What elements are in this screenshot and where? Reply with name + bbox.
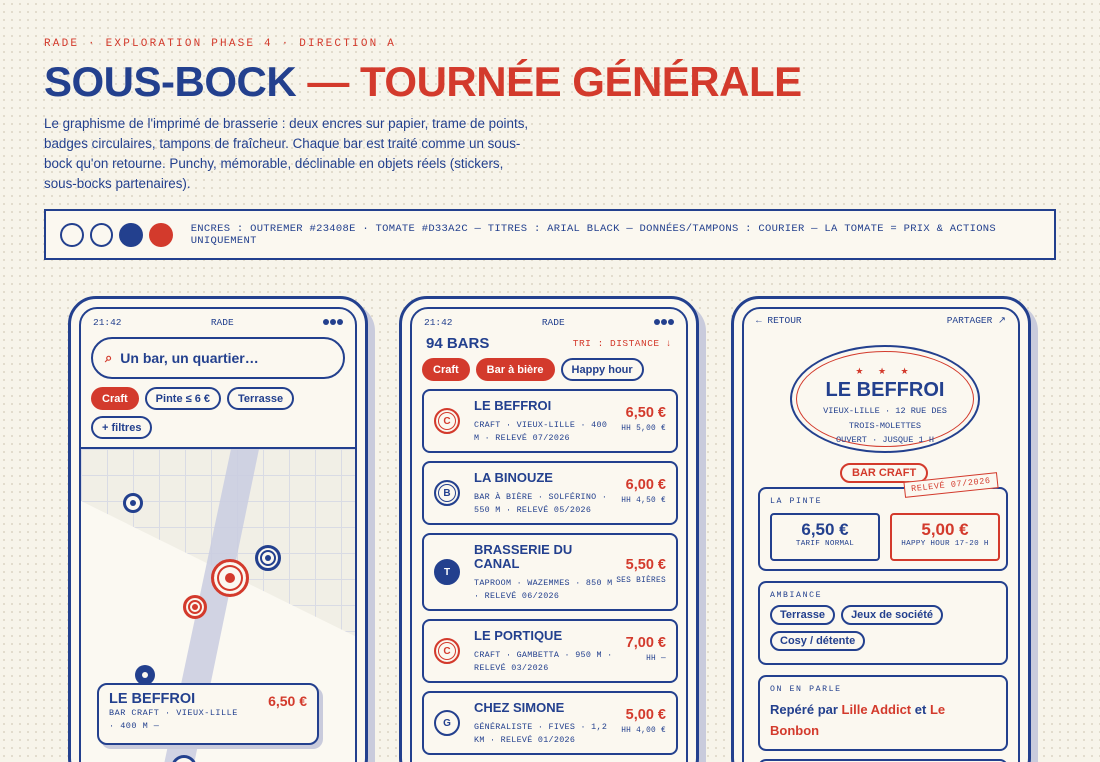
press-link-le-bonbon[interactable]: Le Bonbon [770,702,946,738]
normal-price: 6,50 € [801,520,849,539]
status-app: RADE [210,316,234,328]
status-bar [412,309,686,329]
tomate-swatch [149,223,173,247]
list-item[interactable] [422,389,678,453]
chip-happy-hour[interactable]: Happy hour [561,358,644,381]
outremer-swatch [119,223,143,247]
category-badge: C [434,408,460,434]
happy-hour-price: HH 5,00 € [621,425,666,433]
pinte-section [758,487,1008,571]
happy-hour-label: HAPPY HOUR 17-20 H [901,540,989,548]
bar-name: LE BEFFROI [474,398,552,413]
bar-name: BRASSERIE DU CANAL [474,542,573,571]
battery-icon [323,319,343,325]
screen-list [410,307,688,762]
ink-legend [44,209,1056,260]
status-bar [81,309,355,329]
list-header [412,329,686,352]
bar-name: CHEZ SIMONE [474,700,565,715]
normal-price-label: TARIF NORMAL [795,540,855,548]
share-button[interactable]: PARTAGER ↗ [946,315,1006,326]
category-badge: B [434,480,460,506]
battery-icon [654,319,674,325]
bar-meta: CRAFT · VIEUX-LILLE · 400 M · RELEVÉ 07/2026 [474,420,608,443]
back-button[interactable]: ← RETOUR [756,315,802,326]
bar-name: LE BEFFROI [109,691,196,707]
bar-price: 7,00 € [625,635,666,651]
happy-hour-price: HH — [646,655,666,663]
press-prefix: Repéré par [770,702,838,717]
status-time: 21:42 [424,316,453,328]
filter-chips [81,379,355,439]
happy-hour-box [890,513,1000,561]
opening-hours: OUVERT · JUSQUE 1 H [836,435,934,445]
happy-hour-price: HH 4,00 € [621,727,666,735]
paper-swatch-2 [90,223,114,247]
bar-seal [790,345,980,453]
phone-detail [731,296,1031,762]
bar-price: 6,50 € [625,405,666,421]
happy-hour-price: HH 4,50 € [621,497,666,505]
ambiance-tag[interactable]: Cosy / détente [770,631,865,651]
press-and: et [914,702,927,717]
happy-hour-price: 5,00 € [921,520,969,539]
bar-name: LE PORTIQUE [474,628,563,643]
bar-meta: BAR À BIÈRE · SOLFÉRINO · 550 M · RELEVÉ 05/2026 [474,492,608,515]
bar-price: 5,00 € [625,707,666,723]
list-item[interactable] [422,691,678,755]
map-pin[interactable] [123,493,143,513]
press-mentions [770,699,996,741]
list-item[interactable] [422,461,678,525]
ink-legend-text: ENCRES : OUTREMER #23408E · TOMATE #D33A2C — TITRES : ARIAL BLACK — DONNÉES/TAMPONS : COURIER — LA TOMATE = PRIX & ACTIONS UNIQUEMENT [190,222,997,247]
map-pin[interactable] [255,545,281,571]
bar-meta: CRAFT · GAMBETTA · 950 M · RELEVÉ 03/2026 [474,650,613,673]
map-pin-selected[interactable] [211,559,249,597]
ambiance-tags [770,605,1000,651]
map-pin[interactable] [183,595,207,619]
category-badge: C [434,638,460,664]
normal-price-box [770,513,880,561]
list-item[interactable] [422,619,678,683]
filter-chips [412,352,686,381]
ambiance-tag[interactable]: Terrasse [770,605,835,625]
category-tag: BAR CRAFT [840,463,928,483]
map-pin[interactable] [135,665,155,685]
status-time: 21:42 [93,316,122,328]
screen-detail [742,307,1020,762]
page-title [44,58,802,106]
section-label: ON EN PARLE [770,685,842,694]
bar-meta: BAR CRAFT · VIEUX-LILLE · 400 M — [109,708,238,731]
kicker: RADE · EXPLORATION PHASE 4 · DIRECTION A [44,38,397,50]
paper-swatch [60,223,84,247]
category-badge: T [434,559,460,585]
press-section [758,675,1008,751]
bar-meta: TAPROOM · WAZEMMES · 850 M · RELEVÉ 06/2026 [474,578,613,601]
intro-text: Le graphisme de l'imprimé de brasserie : deux encres sur papier, trame de points, badges circulaires, tampons de fraîcheur. Chaque bar est traité comme un sous-bock qu'on retourne. Punchy, mémorable, déclinable en objets réels (stickers, sous-bocks partenaires). [44,116,529,191]
phone-list [399,296,699,762]
chip-craft[interactable]: Craft [91,387,139,410]
press-link-lille-addict[interactable]: Lille Addict [841,702,912,717]
title-main: SOUS-BOCK [44,58,297,105]
bar-preview-card[interactable] [97,683,319,745]
sort-button[interactable]: TRI : DISTANCE ↓ [572,338,672,349]
section-label: LA PINTE [770,497,823,506]
chip-pinte[interactable]: Pinte ≤ 6 € [145,387,221,410]
bar-price: 6,50 € [268,693,307,709]
search-input[interactable] [91,337,345,379]
phone-map [68,296,368,762]
bar-name: LA BINOUZE [474,470,553,485]
happy-hour-price: SES BIÈRES [616,577,666,585]
status-app: RADE [541,316,565,328]
chip-terrasse[interactable]: Terrasse [227,387,294,410]
stars-icon: ★ ★ ★ [855,366,915,376]
section-label: AMBIANCE [770,591,823,600]
detail-topbar [744,309,1018,326]
bar-address: VIEUX-LILLE · 12 RUE DES TROIS-MOLETTES [823,406,947,431]
chip-more-filters[interactable]: + filtres [91,416,152,439]
list-item[interactable] [422,533,678,611]
category-badge: G [434,710,460,736]
ambiance-tag[interactable]: Jeux de société [841,605,943,625]
ambiance-section [758,581,1008,665]
bar-price: 5,50 € [625,557,666,573]
chip-bar-a-biere[interactable]: Bar à bière [476,358,555,381]
bar-count: 94 BARS [426,335,490,352]
bar-name: LE BEFFROI [825,379,945,401]
title-accent: — TOURNÉE GÉNÉRALE [307,58,802,105]
freshness-stamp: RELEVÉ 07/2026 [903,472,998,498]
bar-meta: GÉNÉRALISTE · FIVES · 1,2 KM · RELEVÉ 01/2026 [474,722,608,745]
search-icon: ⌕ [105,350,113,365]
chip-craft[interactable]: Craft [422,358,470,381]
search-placeholder: Un bar, un quartier… [120,350,259,366]
bar-price: 6,00 € [625,477,666,493]
